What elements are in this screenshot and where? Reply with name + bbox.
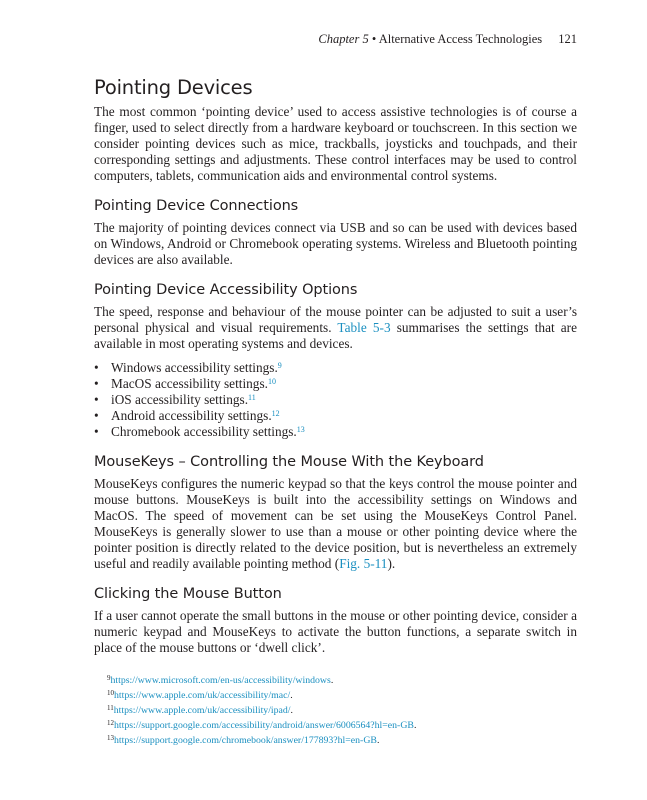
chapter-label: Chapter 5: [318, 32, 369, 46]
bullet: •: [94, 408, 99, 423]
footnote-number: 9: [107, 674, 111, 682]
mousekeys-text-1: MouseKeys configures the numeric keypad so that the keys control the mouse pointer and mouse buttons. MouseKeys is built into the accessibility settings on Windows and MacOS. The speed of movement can be set using the MouseKeys Control Panel. MouseKeys is generally slower to use than a mouse or other pointing device where the pointer position is directly related to the device position, but is nevertheless an extremely useful and readily available pointing method (: [94, 476, 577, 571]
list-item-text: MacOS accessibility settings.: [111, 376, 268, 391]
settings-list: [94, 360, 577, 440]
running-head: [318, 32, 577, 47]
list-item-text: Chromebook accessibility settings.: [111, 424, 297, 439]
footnote-number: 11: [107, 704, 114, 712]
bullet: •: [94, 424, 99, 439]
footnote: [107, 687, 416, 702]
footnote: [107, 717, 416, 732]
connections-heading: Pointing Device Connections: [94, 198, 299, 214]
accessibility-paragraph: [94, 304, 577, 352]
accessibility-text-1: The speed, response and behaviour of the mouse pointer can be adjusted to suit a user’s personal physical and visual requirements.: [94, 304, 577, 335]
footnote-link[interactable]: https://www.apple.com/uk/accessibility/mac/: [114, 690, 291, 701]
footnote-number: 12: [107, 719, 114, 727]
section-title: Pointing Devices: [94, 76, 253, 99]
table-5-3-link[interactable]: Table 5-3: [337, 320, 391, 335]
footnote-ref[interactable]: 10: [267, 377, 276, 386]
bullet: •: [94, 376, 99, 391]
connections-paragraph: The majority of pointing devices connect via USB and so can be used with devices based on Windows, Android or Chromebook operating systems. Wireless and Bluetooth pointing devices are also available.: [94, 220, 577, 267]
accessibility-text-2: summarises the settings that are available in most operating systems and devices.: [94, 320, 578, 351]
footnotes: [107, 672, 416, 747]
footnote: [107, 672, 416, 687]
mousekeys-paragraph: [94, 476, 577, 572]
footnote-link[interactable]: https://www.apple.com/uk/accessibility/ipad/: [113, 705, 291, 716]
footnote-end: .: [290, 705, 293, 716]
clicking-heading: Clicking the Mouse Button: [94, 586, 282, 602]
list-item: [94, 392, 577, 408]
footnote-ref[interactable]: 9: [277, 361, 282, 370]
footnote-link[interactable]: https://support.google.com/accessibility/android/answer/6006564?hl=en-GB: [114, 720, 414, 731]
intro-paragraph: The most common ‘pointing device’ used to access assistive technologies is of course a finger, used to select directly from a hardware keyboard or touchscreen. In this section we consider pointing devices such as mice, trackballs, joysticks and touchpads, and their corresponding settings and adjustments. These control interfaces may be used to control computers, tablets, communication aids and environmental control systems.: [94, 104, 577, 183]
list-item-text: Android accessibility settings.: [111, 408, 272, 423]
footnote: [107, 732, 416, 747]
footnote-number: 10: [107, 689, 114, 697]
mousekeys-heading: MouseKeys – Controlling the Mouse With the Keyboard: [94, 454, 484, 470]
list-item: [94, 408, 577, 424]
footnote-ref[interactable]: 11: [248, 393, 256, 402]
page-number: 121: [558, 32, 577, 46]
list-item: [94, 376, 577, 392]
page-content: [94, 76, 577, 656]
list-item: [94, 424, 577, 440]
footnote-end: .: [413, 720, 417, 731]
list-item-text: iOS accessibility settings.: [111, 392, 249, 407]
footnote-end: .: [376, 735, 380, 746]
accessibility-heading: Pointing Device Accessibility Options: [94, 282, 358, 298]
footnote: [107, 702, 416, 717]
footnote-link[interactable]: https://support.google.com/chromebook/answer/177893?hl=en-GB: [114, 735, 377, 746]
mousekeys-text-2: ).: [387, 556, 396, 571]
bullet: •: [94, 392, 99, 407]
bullet: •: [94, 360, 99, 375]
footnote-number: 13: [107, 734, 114, 742]
footnote-link[interactable]: https://www.microsoft.com/en-us/accessibility/windows: [110, 675, 331, 686]
footnote-ref[interactable]: 12: [271, 409, 280, 418]
footnote-end: .: [290, 690, 293, 701]
clicking-paragraph: If a user cannot operate the small buttons in the mouse or other pointing device, consider a numeric keypad and MouseKeys to activate the button functions, a separate switch in place of the mouse buttons or ‘dwell click’.: [94, 608, 577, 655]
list-item-text: Windows accessibility settings.: [111, 360, 278, 375]
footnote-ref[interactable]: 13: [296, 425, 305, 434]
chapter-separator: •: [371, 32, 377, 46]
chapter-title: Alternative Access Technologies: [378, 32, 543, 46]
footnote-end: .: [330, 675, 334, 686]
fig-5-11-link[interactable]: Fig. 5-11: [339, 556, 388, 571]
list-item: [94, 360, 577, 376]
